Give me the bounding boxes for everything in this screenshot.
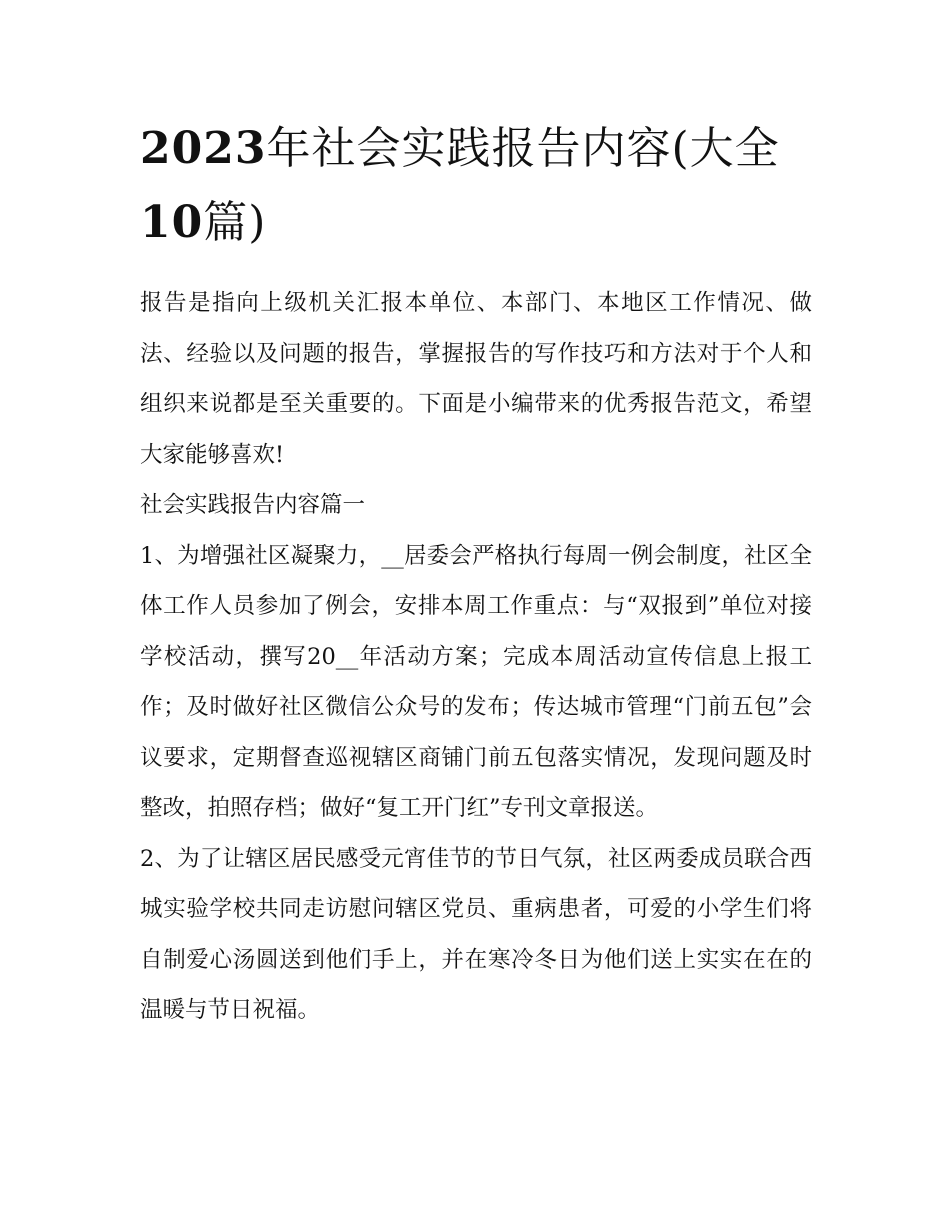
- title-count: 10: [140, 197, 204, 248]
- title-year: 2023: [140, 123, 267, 174]
- intro-paragraph: 报告是指向上级机关汇报本单位、本部门、本地区工作情况、做法、经验以及问题的报告，掌握报告的写作技巧和方法对于个人和组织来说都是至关重要的。下面是小编带来的优秀报告范文，希望大家能够喜欢!: [140, 290, 812, 468]
- section-heading: 社会实践报告内容篇一: [140, 492, 366, 518]
- document-title: [140, 112, 812, 260]
- document-page: [140, 112, 812, 1036]
- body-paragraph-2: 2、为了让辖区居民感受元宵佳节的节日气氛，社区两委成员联合西城实验学校共同走访慰问辖区党员、重病患者，可爱的小学生们将自制爱心汤圆送到他们手上，并在寒冷冬日为他们送上实实在在的温暖与节日祝福。: [140, 845, 812, 1023]
- title-suffix: 篇): [203, 197, 267, 248]
- body-paragraph-1: 1、为增强社区凝聚力，__居委会严格执行每周一例会制度，社区全体工作人员参加了例会，安排本周工作重点：与“双报到”单位对接学校活动，撰写20__年活动方案；完成本周活动宣传信息上报工作；及时做好社区微信公众号的发布；传达城市管理“门前五包”会议要求，定期督查巡视辖区商铺门前五包落实情况，发现问题及时整改，拍照存档；做好“复工开门红”专刊文章报送。: [140, 542, 812, 821]
- title-text: 年社会实践报告内容(大全: [266, 123, 780, 174]
